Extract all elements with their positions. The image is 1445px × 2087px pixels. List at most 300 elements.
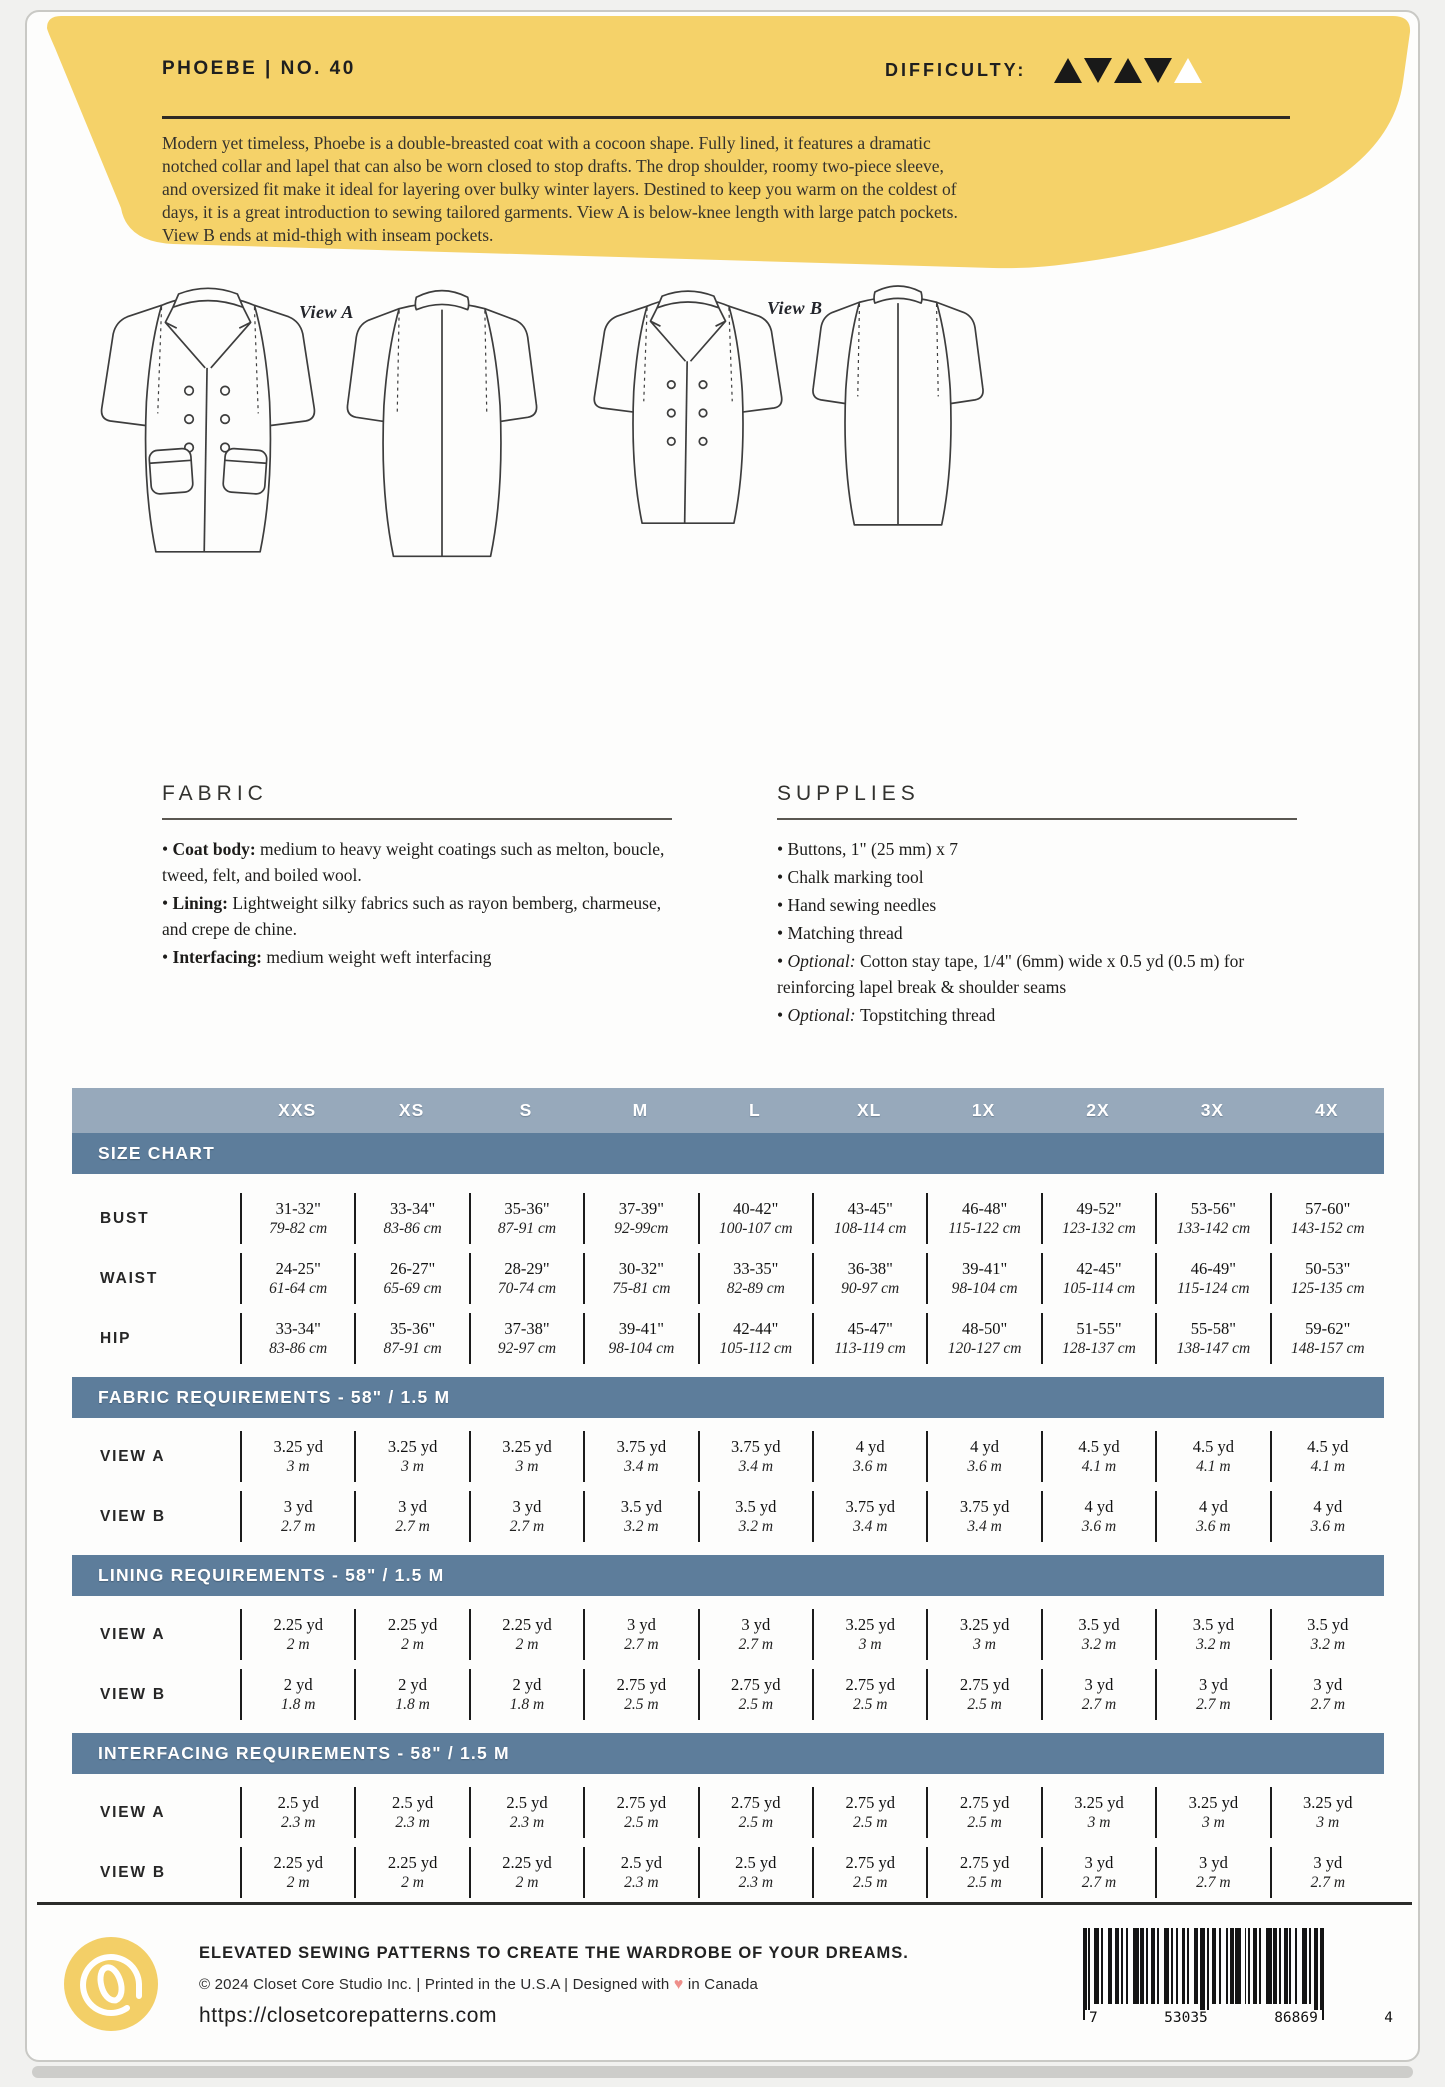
value-imperial: 59-62" [1305, 1319, 1351, 1338]
value-imperial: 53-56" [1190, 1199, 1236, 1218]
size-column-header: XL [857, 1100, 882, 1120]
row-label: VIEW A [100, 1803, 166, 1821]
view-b-label: View B [767, 298, 823, 318]
value-imperial: 4.5 yd [1078, 1437, 1120, 1456]
value-imperial: 3 yd [626, 1615, 656, 1634]
bullet-text: Lightweight silky fabrics such as rayon bemberg, charmeuse, and crepe de chine. [162, 893, 662, 939]
bullet-text: medium weight weft interfacing [266, 947, 492, 967]
fabric-heading-rule [162, 818, 672, 820]
heart-icon: ♥ [673, 1976, 684, 1993]
measurement-cell [583, 1669, 697, 1720]
pattern-description: Modern yet timeless, Phoebe is a double-breasted coat with a cocoon shape. Fully lined, it features a dramatic notched collar and lapel that can also be worn closed to stop drafts. The drop shoulder, roomy two-piece sleeve, and oversized fit make it ideal for layering over bulky winter layers. Destined to keep you warm on the coldest of days, it is a great introduction to sewing tailored garments. View A is below-knee length with large patch pockets. View B ends at mid-thigh with inseam pockets. [162, 133, 958, 245]
value-metric: 92-97 cm [497, 1340, 557, 1357]
measurement-cell [812, 1193, 926, 1244]
measurement-cell [1270, 1431, 1384, 1482]
bullet-item [162, 944, 672, 970]
value-imperial: 3 yd [1198, 1675, 1228, 1694]
value-metric: 3 m [286, 1458, 310, 1475]
measurement-cell [240, 1431, 354, 1482]
value-metric: 87-91 cm [383, 1340, 442, 1357]
value-metric: 125-135 cm [1290, 1280, 1365, 1297]
value-metric: 2.5 m [852, 1814, 888, 1831]
value-metric: 65-69 cm [383, 1280, 442, 1297]
measurement-cell [698, 1431, 812, 1482]
value-metric: 2.5 m [738, 1696, 774, 1713]
view-b-back-illustration [799, 268, 997, 547]
bullet-text: Cotton stay tape, 1/4" (6mm) wide x 0.5 yd (0.5 m) for reinforcing lapel break & shoulder seams [777, 951, 1245, 997]
value-metric: 2.5 m [967, 1696, 1002, 1713]
measurement-cell [698, 1313, 812, 1364]
value-metric: 3.4 m [624, 1458, 659, 1475]
value-imperial: 2.75 yd [731, 1675, 781, 1694]
value-metric: 128-137 cm [1062, 1340, 1136, 1357]
difficulty-triangle-icons [1054, 58, 1202, 83]
measurement-cell [698, 1609, 812, 1660]
measurement-cell [1155, 1491, 1269, 1542]
value-imperial: 3.5 yd [735, 1497, 777, 1516]
value-metric: 2.7 m [1310, 1696, 1346, 1713]
measurement-cell [1270, 1313, 1384, 1364]
measurement-cell [926, 1431, 1040, 1482]
value-metric: 3 m [1201, 1814, 1225, 1831]
barcode [1083, 1928, 1399, 2026]
value-imperial: 2.25 yd [387, 1853, 438, 1872]
barcode-digits [1083, 2010, 1399, 2026]
value-metric: 3.4 m [967, 1518, 1002, 1535]
measurement-cell [469, 1313, 583, 1364]
measurement-cell [698, 1193, 812, 1244]
bullet-item [777, 836, 1297, 862]
value-metric: 79-82 cm [269, 1220, 328, 1237]
barcode-bars [1083, 1928, 1399, 2022]
value-metric: 3.2 m [1196, 1636, 1231, 1653]
bullet-label: Coat body: [172, 839, 261, 859]
bullet-text: Topstitching thread [859, 1005, 996, 1025]
website-url[interactable]: https://closetcorepatterns.com [199, 2004, 498, 2027]
value-imperial: 55-58" [1190, 1319, 1236, 1338]
size-column-header: 4X [1315, 1100, 1339, 1120]
value-imperial: 3.25 yd [502, 1437, 552, 1456]
value-metric: 2.7 m [1310, 1874, 1346, 1891]
value-metric: 3 m [858, 1636, 882, 1653]
size-column-header: XS [398, 1100, 425, 1120]
measurement-cell [583, 1313, 697, 1364]
bullet-dot: • [777, 839, 788, 859]
value-imperial: 3 yd [741, 1615, 771, 1634]
measurement-cell [812, 1787, 926, 1838]
value-imperial: 3 yd [512, 1497, 542, 1516]
measurement-cell [1270, 1787, 1384, 1838]
value-imperial: 4 yd [1198, 1497, 1228, 1516]
size-column-header: S [519, 1100, 533, 1120]
measurement-cell [1155, 1787, 1269, 1838]
value-metric: 3 m [515, 1458, 539, 1475]
view-a-label: View A [299, 302, 354, 322]
value-imperial: 42-44" [733, 1319, 779, 1338]
value-imperial: 37-39" [618, 1199, 664, 1218]
row-label: VIEW B [100, 1507, 166, 1525]
measurement-cell [583, 1431, 697, 1482]
fabric-list [162, 836, 672, 970]
measurement-cell [354, 1313, 468, 1364]
value-imperial: 2.5 yd [620, 1853, 663, 1872]
value-metric: 4.1 m [1310, 1458, 1346, 1475]
value-metric: 3.4 m [852, 1518, 888, 1535]
measurement-cell [812, 1491, 926, 1542]
value-imperial: 3 yd [1313, 1675, 1343, 1694]
barcode-digit-group: 86869 [1270, 2010, 1322, 2026]
measurement-cell [1155, 1193, 1269, 1244]
measurement-cell [1041, 1431, 1155, 1482]
value-imperial: 33-34" [389, 1199, 436, 1218]
row-label: VIEW B [100, 1863, 166, 1881]
bullet-label: Optional: [787, 1005, 860, 1025]
value-metric: 2.3 m [509, 1814, 545, 1831]
value-metric: 2.7 m [280, 1518, 316, 1535]
value-metric: 2.5 m [738, 1814, 774, 1831]
measurement-cell [469, 1669, 583, 1720]
measurement-cell [1155, 1847, 1269, 1898]
copyright-country: in Canada [687, 1976, 759, 1993]
bullet-item [162, 890, 672, 942]
value-metric: 1.8 m [395, 1696, 430, 1713]
value-metric: 2.5 m [852, 1696, 888, 1713]
bullet-text: Buttons, 1" (25 mm) x 7 [787, 839, 958, 859]
table-row [72, 1193, 1384, 1244]
bullet-text: Chalk marking tool [787, 867, 924, 887]
value-imperial: 3.75 yd [959, 1497, 1010, 1516]
table-row [72, 1431, 1384, 1482]
view-a-front-illustration [99, 264, 317, 583]
bullet-dot: • [777, 951, 788, 971]
measurement-cell [926, 1491, 1040, 1542]
copyright-line [199, 1976, 758, 1994]
value-imperial: 2.25 yd [273, 1853, 323, 1872]
value-metric: 3.6 m [1081, 1518, 1117, 1535]
value-imperial: 2.75 yd [616, 1793, 667, 1812]
measurement-cell [812, 1609, 926, 1660]
value-imperial: 3.5 yd [1192, 1615, 1235, 1634]
value-metric: 105-114 cm [1062, 1280, 1136, 1297]
value-metric: 2 m [515, 1636, 539, 1653]
difficulty-triangle-filled [1144, 58, 1172, 83]
value-metric: 115-124 cm [1177, 1280, 1250, 1297]
bullet-text: Matching thread [787, 923, 903, 943]
measurement-cell [1041, 1313, 1155, 1364]
value-imperial: 3.25 yd [387, 1437, 438, 1456]
value-metric: 3.2 m [738, 1518, 774, 1535]
value-imperial: 35-36" [504, 1199, 550, 1218]
value-imperial: 3 yd [1313, 1853, 1343, 1872]
value-metric: 123-132 cm [1062, 1220, 1136, 1237]
table-gap [72, 1596, 1384, 1600]
value-imperial: 2.25 yd [502, 1853, 552, 1872]
value-metric: 3.2 m [1310, 1636, 1346, 1653]
bullet-item [777, 948, 1297, 1000]
value-metric: 2.3 m [395, 1814, 430, 1831]
measurement-cell [698, 1787, 812, 1838]
value-imperial: 39-41" [618, 1319, 664, 1338]
measurement-cell [1155, 1609, 1269, 1660]
barcode-bar [1320, 1928, 1324, 2020]
value-imperial: 2.25 yd [502, 1615, 552, 1634]
difficulty-rating [885, 58, 1202, 83]
row-label: BUST [100, 1209, 150, 1227]
value-metric: 2.7 m [1081, 1696, 1117, 1713]
header-divider [162, 116, 1290, 119]
value-imperial: 3.5 yd [620, 1497, 663, 1516]
measurement-cell [354, 1609, 468, 1660]
value-imperial: 3.25 yd [845, 1615, 895, 1634]
value-metric: 2.5 m [624, 1814, 659, 1831]
section-band: INTERFACING REQUIREMENTS - 58" / 1.5 M [72, 1733, 1384, 1774]
bullet-dot: • [777, 923, 788, 943]
measurement-cell [583, 1787, 697, 1838]
supplies-list [777, 836, 1297, 1028]
value-imperial: 2.75 yd [959, 1793, 1010, 1812]
row-label: WAIST [100, 1269, 159, 1287]
value-metric: 83-86 cm [383, 1220, 442, 1237]
value-imperial: 39-41" [961, 1259, 1008, 1278]
measurement-cell [1155, 1431, 1269, 1482]
size-column-header: M [632, 1100, 649, 1120]
value-metric: 83-86 cm [269, 1340, 328, 1357]
measurement-tables [72, 1088, 1384, 1911]
row-label: VIEW A [100, 1447, 166, 1465]
value-metric: 115-122 cm [948, 1220, 1021, 1237]
measurement-cell [1270, 1253, 1384, 1304]
measurement-cell [354, 1847, 468, 1898]
value-imperial: 4 yd [970, 1437, 1000, 1456]
supplies-heading-rule [777, 818, 1297, 820]
bullet-dot: • [777, 1005, 788, 1025]
barcode-digit-group: 7 [1085, 2010, 1102, 2026]
value-metric: 98-104 cm [608, 1340, 675, 1357]
measurement-cell [469, 1847, 583, 1898]
value-metric: 3.2 m [1081, 1636, 1117, 1653]
measurement-cell [469, 1609, 583, 1660]
measurement-cell [1270, 1491, 1384, 1542]
value-metric: 2 m [515, 1874, 539, 1891]
table-row [72, 1669, 1384, 1720]
value-metric: 3.6 m [852, 1458, 888, 1475]
copyright-text: © 2024 Closet Core Studio Inc. | Printed in the U.S.A | Designed with [199, 1976, 670, 1993]
value-metric: 98-104 cm [951, 1280, 1018, 1297]
value-imperial: 2.75 yd [959, 1675, 1010, 1694]
measurement-cell [583, 1609, 697, 1660]
measurement-cell [583, 1491, 697, 1542]
value-imperial: 2.75 yd [959, 1853, 1010, 1872]
value-imperial: 3 yd [1198, 1853, 1228, 1872]
value-metric: 113-119 cm [834, 1340, 906, 1357]
supplies-heading: SUPPLIES [777, 782, 920, 805]
measurement-cell [812, 1313, 926, 1364]
value-metric: 87-91 cm [497, 1220, 557, 1237]
envelope-page [25, 10, 1420, 2062]
value-metric: 2.7 m [1196, 1696, 1231, 1713]
closet-core-logo [63, 1936, 159, 2032]
value-imperial: 31-32" [275, 1199, 321, 1218]
value-imperial: 3 yd [1084, 1675, 1114, 1694]
value-metric: 3.2 m [624, 1518, 659, 1535]
measurement-cell [240, 1787, 354, 1838]
bullet-dot: • [162, 947, 173, 967]
measurement-cell [469, 1491, 583, 1542]
barcode-digit-group: 53035 [1160, 2010, 1212, 2026]
value-metric: 70-74 cm [497, 1280, 557, 1297]
measurement-cell [1041, 1847, 1155, 1898]
brand-tagline: ELEVATED SEWING PATTERNS TO CREATE THE WARDROBE OF YOUR DREAMS. [199, 1944, 909, 1962]
value-imperial: 3.25 yd [1074, 1793, 1124, 1812]
difficulty-triangle-filled [1114, 58, 1142, 83]
measurement-cell [926, 1787, 1040, 1838]
value-metric: 2 m [401, 1636, 424, 1653]
value-metric: 61-64 cm [269, 1280, 328, 1297]
section-band: SIZE CHART [72, 1133, 1384, 1174]
value-metric: 1.8 m [509, 1696, 545, 1713]
bullet-item [777, 864, 1297, 890]
value-imperial: 30-32" [618, 1259, 664, 1278]
value-imperial: 3 yd [398, 1497, 428, 1516]
value-metric: 148-157 cm [1290, 1340, 1365, 1357]
measurement-cell [1041, 1669, 1155, 1720]
value-metric: 3 m [401, 1458, 424, 1475]
value-imperial: 3.75 yd [731, 1437, 781, 1456]
bullet-label: Interfacing: [172, 947, 267, 967]
difficulty-label: DIFFICULTY: [885, 60, 1027, 80]
difficulty-triangle-filled [1054, 58, 1082, 83]
measurement-cell [354, 1193, 468, 1244]
value-imperial: 3 yd [283, 1497, 313, 1516]
value-metric: 3 m [973, 1636, 996, 1653]
bullet-item [777, 1002, 1297, 1028]
value-metric: 143-152 cm [1290, 1220, 1365, 1237]
measurement-cell [812, 1669, 926, 1720]
value-imperial: 2.25 yd [387, 1615, 438, 1634]
value-metric: 2.7 m [738, 1636, 774, 1653]
measurement-cell [1041, 1609, 1155, 1660]
table-row [72, 1609, 1384, 1660]
size-column-header: 2X [1086, 1100, 1110, 1120]
measurement-cell [583, 1847, 697, 1898]
value-metric: 133-142 cm [1176, 1220, 1251, 1237]
value-imperial: 2 yd [512, 1675, 542, 1694]
measurement-cell [469, 1431, 583, 1482]
bullet-label: Optional: [787, 951, 860, 971]
table-row [72, 1491, 1384, 1542]
measurement-cell [1041, 1491, 1155, 1542]
pattern-title: PHOEBE | NO. 40 [162, 58, 356, 79]
measurement-cell [1155, 1669, 1269, 1720]
value-metric: 4.1 m [1081, 1458, 1117, 1475]
bullet-label: Lining: [172, 893, 233, 913]
section-band: FABRIC REQUIREMENTS - 58" / 1.5 M [72, 1377, 1384, 1418]
measurement-cell [812, 1431, 926, 1482]
value-metric: 82-89 cm [726, 1280, 785, 1297]
measurement-cell [469, 1253, 583, 1304]
supplies-section [777, 782, 1297, 1030]
fabric-heading: FABRIC [162, 782, 268, 805]
table-gap [72, 1774, 1384, 1778]
value-metric: 3.4 m [738, 1458, 774, 1475]
value-metric: 75-81 cm [612, 1280, 671, 1297]
value-imperial: 45-47" [847, 1319, 893, 1338]
row-label: VIEW B [100, 1685, 166, 1703]
measurement-cell [1041, 1193, 1155, 1244]
measurement-cell [354, 1787, 468, 1838]
value-imperial: 46-48" [961, 1199, 1008, 1218]
value-imperial: 3.75 yd [845, 1497, 895, 1516]
measurement-cell [240, 1669, 354, 1720]
bullet-item [777, 892, 1297, 918]
value-imperial: 2.75 yd [731, 1793, 781, 1812]
value-metric: 2.7 m [1081, 1874, 1117, 1891]
value-metric: 2.7 m [624, 1636, 659, 1653]
measurement-cell [240, 1253, 354, 1304]
value-imperial: 2.5 yd [277, 1793, 319, 1812]
value-metric: 2 m [286, 1636, 310, 1653]
measurement-cell [240, 1193, 354, 1244]
value-imperial: 42-45" [1076, 1259, 1122, 1278]
size-column-header: XXS [278, 1100, 317, 1120]
value-imperial: 57-60" [1305, 1199, 1351, 1218]
measurement-cell [354, 1431, 468, 1482]
measurement-cell [469, 1193, 583, 1244]
measurement-cell [698, 1669, 812, 1720]
value-metric: 3 m [1316, 1814, 1340, 1831]
value-metric: 2.7 m [509, 1518, 545, 1535]
bullet-dot: • [777, 895, 788, 915]
value-imperial: 33-34" [275, 1319, 321, 1338]
bullet-item [777, 920, 1297, 946]
value-metric: 3 m [1087, 1814, 1111, 1831]
difficulty-triangle-filled [1084, 58, 1112, 83]
measurement-cell [926, 1313, 1040, 1364]
measurement-cell [1270, 1847, 1384, 1898]
value-metric: 90-97 cm [841, 1280, 900, 1297]
value-imperial: 2.75 yd [845, 1675, 895, 1694]
measurement-cell [1041, 1787, 1155, 1838]
footer-divider [37, 1902, 1412, 1905]
value-imperial: 2.5 yd [506, 1793, 548, 1812]
value-metric: 2.3 m [624, 1874, 659, 1891]
table-gap [72, 1907, 1384, 1911]
value-imperial: 24-25" [275, 1259, 321, 1278]
value-metric: 2.3 m [280, 1814, 316, 1831]
measurement-cell [1270, 1669, 1384, 1720]
value-metric: 1.8 m [280, 1696, 316, 1713]
measurement-cell [354, 1253, 468, 1304]
bullet-dot: • [162, 893, 173, 913]
row-label: HIP [100, 1329, 132, 1347]
table-gap [72, 1174, 1384, 1184]
value-metric: 105-112 cm [719, 1340, 793, 1357]
value-metric: 3.6 m [1310, 1518, 1346, 1535]
measurement-cell [1155, 1313, 1269, 1364]
value-imperial: 3.5 yd [1307, 1615, 1349, 1634]
measurement-cell [812, 1847, 926, 1898]
value-imperial: 40-42" [733, 1199, 779, 1218]
value-imperial: 2.75 yd [616, 1675, 667, 1694]
measurement-cell [926, 1193, 1040, 1244]
size-column-header: L [748, 1100, 761, 1120]
bullet-item [162, 836, 672, 888]
measurement-cell [698, 1491, 812, 1542]
value-metric: 120-127 cm [947, 1340, 1022, 1357]
view-b-front-illustration [592, 268, 784, 553]
value-metric: 2.5 m [624, 1696, 659, 1713]
value-imperial: 3.25 yd [959, 1615, 1010, 1634]
